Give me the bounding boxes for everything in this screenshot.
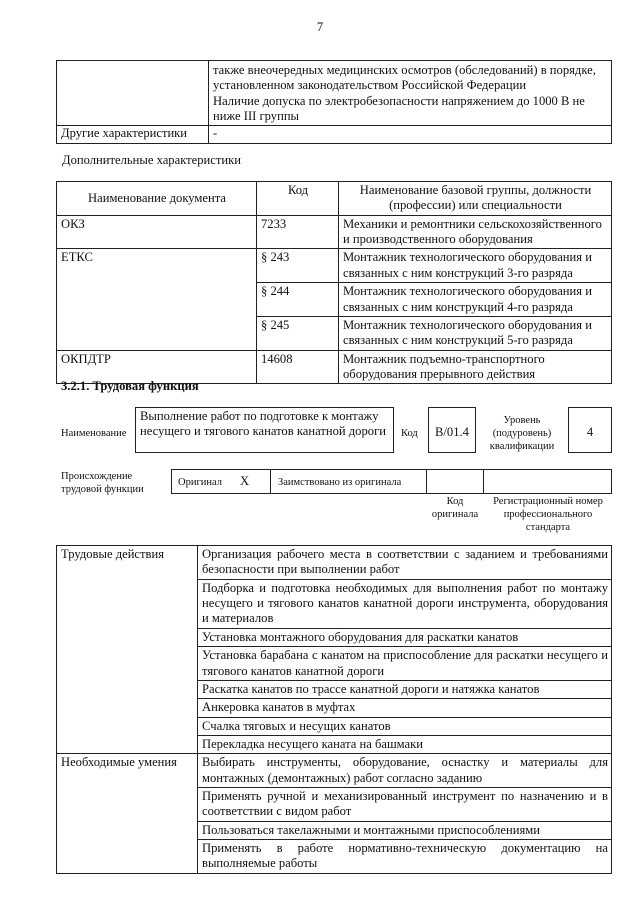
required-skill-item: Пользоваться такелажными и монтажными приспособлениями [198,821,612,839]
origin-label: Происхождение трудовой функции [61,471,144,496]
row-doc: ЕТКС [57,249,257,350]
row-name: Монтажник технологического оборудования и связанных с ним конструкций 4-го разряда [339,283,612,317]
labour-action-item: Раскатка канатов по трассе канатной дороги и натяжка канатов [198,680,612,698]
function-code-label: Код [401,428,418,439]
labour-action-item: Перекладка несущего каната на башмаки [198,735,612,753]
row-code: § 244 [257,283,339,317]
additional-characteristics-table [56,181,612,384]
labour-action-item: Счалка тяговых и несущих канатов [198,717,612,735]
function-name-value: Выполнение работ по подготовке к монтажу несущего и тягового канатов канатной дороги [140,409,386,439]
header-group-name: Наименование базовой группы, должности (профессии) или специальности [339,182,612,216]
labour-action-item: Подборка и подготовка необходимых для выполнения работ по монтажу несущего и тягового канатов канатной дороги инструмента, оборудования и материалов [198,579,612,628]
required-skill-item: Применять в работе нормативно-техническую документацию на выполняемые работы [198,840,612,874]
characteristics-table [56,60,612,144]
row-name: Монтажник технологического оборудования и связанных с ним конструкций 5-го разряда [339,316,612,350]
header-document: Наименование документа [57,182,257,216]
other-characteristics-label: Другие характеристики [57,126,209,143]
row-code: 14608 [257,350,339,384]
function-level-label: Уровень (подуровень) квалификации [489,415,555,453]
row-code: § 243 [257,249,339,283]
labour-action-item: Установка монтажного оборудования для раскатки канатов [198,628,612,646]
function-code-box [428,407,476,453]
origin-code-caption: Код оригинала [431,496,479,521]
origin-original-label: Оригинал [178,477,222,488]
row-code: § 245 [257,316,339,350]
header-code: Код [257,182,339,216]
labour-action-item: Анкеровка канатов в муфтах [198,699,612,717]
row-name: Монтажник подъемно-транспортного оборудования прерывного действия [339,350,612,384]
row-name: Монтажник технологического оборудования и связанных с ним конструкций 3-го разряда [339,249,612,283]
labour-action-item: Установка барабана с канатом на приспособление для раскатки несущего и тягового канатов канатной дороги [198,647,612,681]
characteristics-label-cell [57,61,209,126]
origin-divider [426,469,427,494]
additional-characteristics-heading: Дополнительные характеристики [62,153,241,167]
required-skill-item: Применять ручной и механизированный инструмент по назначению и в соответствии с видом работ [198,788,612,822]
row-code: 7233 [257,215,339,249]
function-name-box [135,407,394,453]
row-doc: ОКПДТР [57,350,257,384]
origin-reg-caption: Регистрационный номер профессионального стандарта [493,496,603,534]
required-skill-item: Выбирать инструменты, оборудование, оснастку и материалы для монтажных (демонтажных) работ согласно заданию [198,754,612,788]
origin-borrowed-label: Заимствовано из оригинала [278,477,402,488]
labour-actions-table [56,545,612,874]
function-level-box [568,407,612,453]
origin-original-mark: Х [240,474,250,488]
section-heading: 3.2.1. Трудовая функция [61,379,199,393]
row-name: Механики и ремонтники сельскохозяйственного и производственного оборудования [339,215,612,249]
other-characteristics-value: - [209,126,612,143]
origin-divider [483,469,484,494]
labour-action-item: Организация рабочего места в соответствии с заданием и требованиями безопасности при выполнении работ [198,546,612,580]
function-level-value: 4 [586,425,594,439]
required-skills-label: Необходимые умения [57,754,198,874]
characteristics-value: также внеочередных медицинских осмотров (обследований) в порядке, установленном законодательством Российской Федерации Наличие допуска по электробезопасности напряжением до 1000 В не ниже III группы [209,61,612,126]
function-name-label: Наименование [61,428,127,439]
labour-actions-label: Трудовые действия [57,546,198,754]
function-code-value: В/01.4 [435,425,469,439]
origin-divider [270,469,271,494]
page-number: 7 [316,20,324,34]
row-doc: ОКЗ [57,215,257,249]
